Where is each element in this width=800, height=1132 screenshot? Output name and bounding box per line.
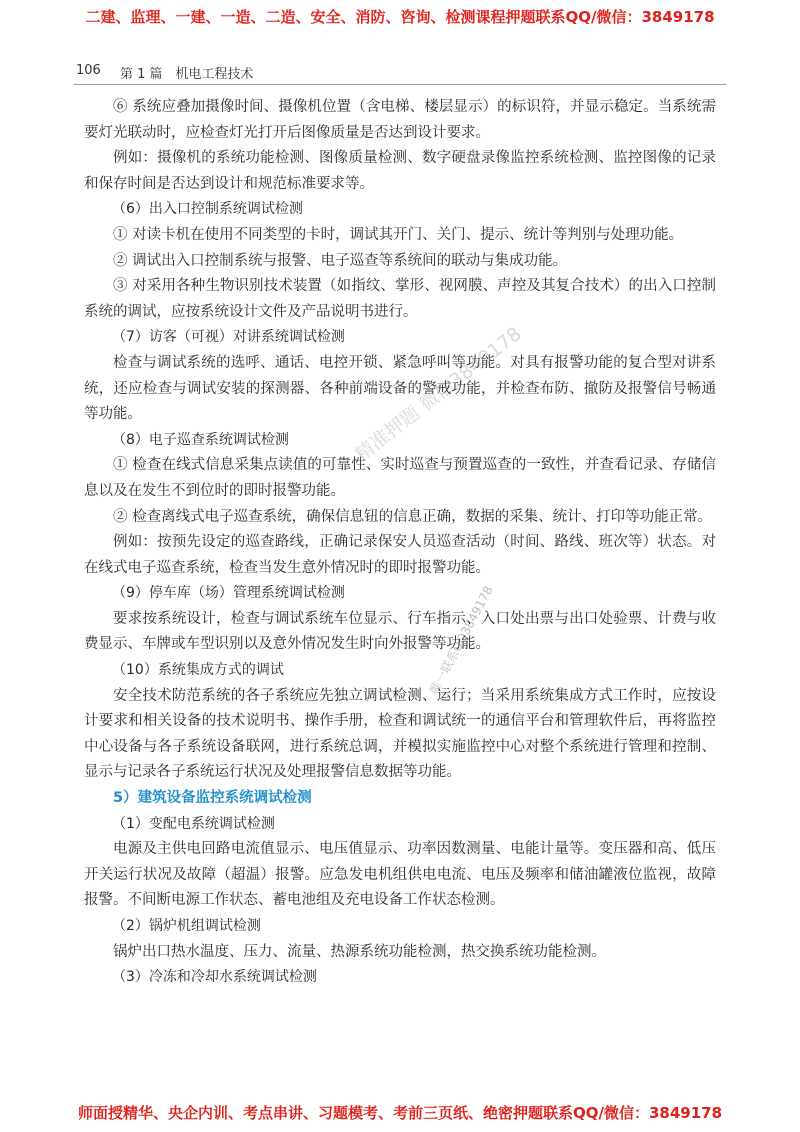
watermark-main: 精准押题 微信3849178 <box>350 322 526 467</box>
paragraph: ① 对读卡机在使用不同类型的卡时，调试其开门、关门、提示、统计等判别与处理功能。 <box>113 226 684 243</box>
subsection-heading: （8）电子巡查系统调试检测 <box>112 431 289 448</box>
subsection-heading: （7）访客（可视）对讲系统调试检测 <box>112 329 345 346</box>
banner-top: 二建、监理、一建、一造、二造、安全、消防、咨询、检测课程押题联系QQ/微信：3849178 <box>85 8 715 26</box>
paragraph: 例如：按预先设定的巡查路线，正确记录保安人员巡查活动（时间、路线、班次等）状态。对在线式电子巡查系统，检查当发生意外情况时的即时报警功能。 <box>84 534 716 576</box>
paragraph: ① 检查在线式信息采集点读值的可靠性、实时巡查与预置巡查的一致性，并查看记录、存储信息以及在发生不到位时的即时报警功能。 <box>84 457 716 499</box>
paragraph: 检查与调试系统的选呼、通话、电控开锁、紧急呼叫等功能。对具有报警功能的复合型对讲系统，还应检查与调试安装的探测器、各种前端设备的警戒功能，并检查布防、撤防及报警信号畅通等功能。 <box>84 354 716 423</box>
page-body <box>84 95 716 991</box>
paragraph: 锅炉出口热水温度、压力、流量、热源系统功能检测，热交换系统功能检测。 <box>113 943 606 960</box>
subsection-heading: （6）出入口控制系统调试检测 <box>112 201 303 218</box>
paragraph: 电源及主供电回路电流值显示、电压值显示、功率因数测量、电能计量等。变压器和高、低压开关运行状况及故障（超温）报警。应急发电机组供电电流、电压及频率和储油罐液位监视，故障报警。不间断电源工作状态、蓄电池组及充电设备工作状态检测。 <box>84 841 716 909</box>
chapter-title: 第 1 篇 机电工程技术 <box>120 67 254 82</box>
banner-bottom: 师面授精华、央企内训、考点串讲、习题模考、考前三页纸、绝密押题联系QQ/微信：3849178 <box>77 1104 723 1122</box>
paragraph: ② 检查离线式电子巡查系统，确保信息钮的信息正确，数据的采集、统计、打印等功能正常。 <box>113 508 713 525</box>
paragraph: ⑥ 系统应叠加摄像时间、摄像机位置（含电梯、楼层显示）的标识符，并显示稳定。当系统需要灯光联动时，应检查灯光打开后图像质量是否达到设计要求。 <box>84 99 716 141</box>
paragraph: 安全技术防范系统的各子系统应先独立调试检测、运行；当采用系统集成方式工作时，应按设计要求和相关设备的技术说明书、操作手册，检查和调试统一的通信平台和管理软件后，再将监控中心设备与各子系统设备联网，进行系统总调，并模拟实施监控中心对整个系统进行管理和控制、显示与记录各子系统运行状况及处理报警信息数据等功能。 <box>84 687 716 781</box>
page-number: 106 <box>76 63 101 78</box>
subsection-heading: （3）冷冻和冷却水系统调试检测 <box>112 969 317 986</box>
subsection-heading: （10）系统集成方式的调试 <box>112 662 284 679</box>
paragraph: ② 调试出入口控制系统与报警、电子巡查等系统间的联动与集成功能。 <box>113 252 568 269</box>
subsection-heading: （1）变配电系统调试检测 <box>112 815 275 832</box>
paragraph: ③ 对采用各种生物识别技术装置（如指纹、掌形、视网膜、声控及其复合技术）的出入口控制系统的调试，应按系统设计文件及产品说明书进行。 <box>84 278 716 320</box>
subsection-heading: （2）锅炉机组调试检测 <box>112 918 261 934</box>
paragraph: 要求按系统设计，检查与调试系统车位显示、行车指示、入口处出票与出口处验票、计费与收费显示、车牌或车型识别以及意外情况发生时向外报警等功能。 <box>84 610 716 653</box>
subsection-heading: （9）停车库（场）管理系统调试检测 <box>112 585 345 602</box>
section-heading: 5）建筑设备监控系统调试检测 <box>113 790 312 807</box>
watermark-small: 唯一联系QQ3849178 <box>426 583 496 697</box>
page-header <box>74 60 726 85</box>
paragraph: 例如：摄像机的系统功能检测、图像质量检测、数字硬盘录像监控系统检测、监控图像的记录和保存时间是否达到设计和规范标准要求等。 <box>84 150 716 192</box>
